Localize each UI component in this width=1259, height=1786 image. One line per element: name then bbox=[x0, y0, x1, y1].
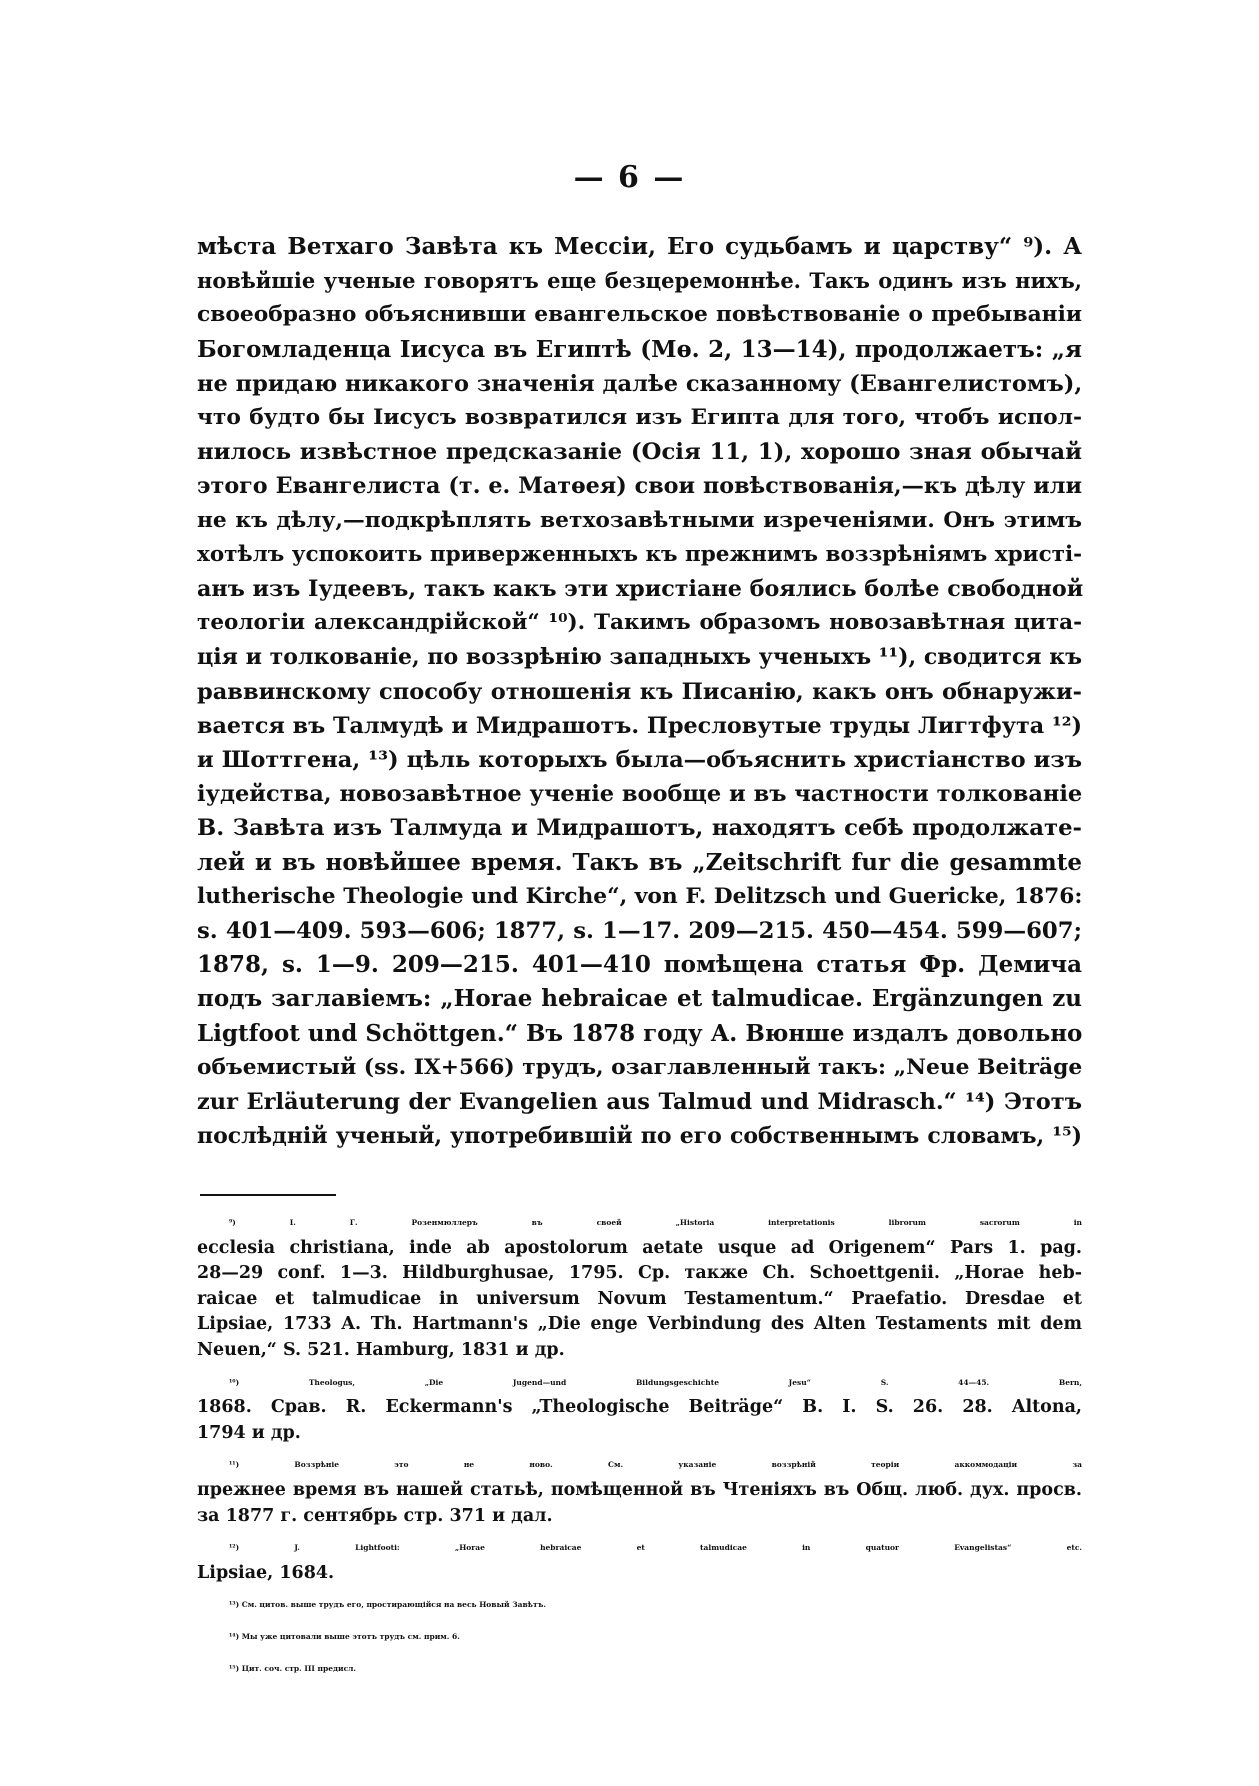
text-line: іудейства, новозавѣтное ученіе вообще и въ частности толкованіе bbox=[197, 781, 1083, 808]
text-line: В. Завѣта изъ Талмуда и Мидрашотъ, находятъ себѣ продолжате- bbox=[197, 815, 1082, 842]
footnote-separator bbox=[200, 1194, 336, 1196]
text-line: своеобразно объяснивши евангельское повѣствованіе о пребываніи bbox=[197, 302, 1082, 328]
footnote-14 bbox=[197, 1624, 1082, 1650]
footnote-line: 28—29 conf. 1—3. Hildburghusae, 1795. Ср. также Ch. Schoettgenii. „Horae heb- bbox=[197, 1263, 1082, 1284]
text-line: что будто бы Іисусъ возвратился изъ Египта для того, чтобъ испол- bbox=[197, 405, 1082, 431]
footnote-line: ¹³) См. цитов. выше трудъ его, простирающійся на весь Новый Завѣтъ. bbox=[229, 1600, 546, 1610]
footnote-line: ¹⁰) Theologus, „Die Jugend—und Bildungsgeschichte Jesu“ S. 44—45. Bern, bbox=[229, 1377, 1082, 1387]
text-line: теологіи александрійской“ ¹⁰). Такимъ образомъ новозавѣтная цита- bbox=[197, 610, 1082, 636]
text-line: s. 401—409. 593—606; 1877, s. 1—17. 209—215. 450—454. 599—607; bbox=[197, 918, 1082, 945]
text-line: мѣста Ветхаго Завѣта къ Мессіи, Его судьбамъ и царству“ ⁹). А bbox=[197, 233, 1082, 260]
footnote-line: 1868. Срав. R. Eckermann's „Theologische Beiträge“ B. I. S. 26. 28. Altona, bbox=[197, 1397, 1082, 1418]
text-line: lutherische Theologie und Kirche“, von F. Delitzsch und Guericke, 1876: bbox=[197, 883, 1083, 909]
text-line: Ligtfoot und Schöttgen.“ Въ 1878 году А. Вюнше издалъ довольно bbox=[197, 1019, 1083, 1047]
footnotes bbox=[197, 1210, 1082, 1687]
text-line: и Шоттгена, ¹³) цѣль которыхъ была—объяснить христіанство изъ bbox=[197, 747, 1082, 774]
footnote-line: raicae et talmudicae in universum Novum Testamentum.“ Praefatio. Dresdae et bbox=[197, 1288, 1082, 1309]
footnote-line: ¹²) J. Lightfooti: „Horae hebraicae et talmudicae in quatuor Evangelistas“ etc. bbox=[229, 1543, 1082, 1553]
text-line: объемистый (ss. IX+566) трудъ, озаглавленный такъ: „Neue Beiträge bbox=[197, 1054, 1083, 1080]
text-line: новѣйшіе ученые говорятъ еще безцеремоннѣе. Такъ одинъ изъ нихъ, bbox=[197, 268, 1082, 294]
footnote-10 bbox=[197, 1370, 1082, 1447]
footnote-9 bbox=[197, 1210, 1082, 1364]
text-line: раввинскому способу отношенія къ Писанію, какъ онъ обнаружи- bbox=[197, 678, 1082, 705]
text-line: zur Erläuterung der Evangelien aus Talmud und Midrasch.“ ¹⁴) Этотъ bbox=[197, 1089, 1082, 1116]
footnote-12 bbox=[197, 1535, 1082, 1586]
text-line: хотѣлъ успокоить приверженныхъ къ прежнимъ воззрѣніямъ христі- bbox=[197, 541, 1083, 567]
text-line: 1878, s. 1—9. 209—215. 401—410 помѣщена статья Фр. Демича bbox=[197, 951, 1082, 979]
text-line: этого Евангелиста (т. е. Матѳея) свои повѣствованія,—къ дѣлу или bbox=[197, 473, 1082, 500]
text-line: вается въ Талмудѣ и Мидрашотъ. Пресловутые труды Лигтфута ¹²) bbox=[197, 712, 1082, 739]
footnote-line: ⁹) I. Г. Розенмюллеръ въ своей „Historia interpretationis librorum sacrorum in bbox=[229, 1218, 1082, 1227]
text-line: не придаю никакого значенія далѣе сказанному (Евангелистомъ), bbox=[197, 370, 1083, 397]
text-line: нилось извѣстное предсказаніе (Осія 11, 1), хорошо зная обычай bbox=[197, 439, 1082, 466]
text-line: не къ дѣлу,—подкрѣплять ветхозавѣтными изреченіями. Онъ этимъ bbox=[197, 507, 1082, 533]
footnote-line: прежнее время въ нашей статьѣ, помѣщенной въ Чтеніяхъ въ Общ. люб. дух. просв. bbox=[197, 1479, 1082, 1500]
footnote-line: ¹⁵) Цит. соч. стр. III предисл. bbox=[229, 1663, 357, 1673]
footnote-11 bbox=[197, 1452, 1082, 1529]
text-line: ція и толкованіе, по воззрѣнію западныхъ ученыхъ ¹¹), сводится къ bbox=[197, 644, 1082, 671]
footnote-line: ¹⁴) Мы уже цитовали выше этотъ трудъ см. прим. 6. bbox=[229, 1631, 460, 1641]
text-line: подъ заглавіемъ: „Horae hebraicae et talmudicae. Ergänzungen zu bbox=[197, 985, 1082, 1013]
footnote-line: за 1877 г. сентябрь стр. 371 и дал. bbox=[197, 1505, 553, 1526]
page-number: — 6 — bbox=[573, 160, 686, 195]
footnote-line: Neuen,“ S. 521. Hamburg, 1831 и др. bbox=[197, 1339, 565, 1360]
text-line: послѣдній ученый, употребившій по его собственнымъ словамъ, ¹⁵) bbox=[197, 1123, 1082, 1150]
text-line: Богомладенца Іисуса въ Египтѣ (Мѳ. 2, 13—14), продолжаетъ: „я bbox=[197, 335, 1082, 363]
main-text bbox=[197, 230, 1082, 1153]
text-line: лей и въ новѣйшее время. Такъ въ „Zeitschrift fur die gesammte bbox=[197, 848, 1082, 876]
footnote-line: Lipsiae, 1733 A. Th. Hartmann's „Die enge Verbindung des Alten Testaments mit dem bbox=[197, 1314, 1082, 1335]
footnote-13 bbox=[197, 1592, 1082, 1618]
footnote-line: 1794 и др. bbox=[197, 1422, 301, 1443]
footnote-line: ¹¹) Воззрѣніе это не ново. См. указаніе воззрѣній теоріи аккоммодаціи за bbox=[229, 1460, 1082, 1470]
footnote-line: ecclesia christiana, inde ab apostolorum aetate usque ad Origenem“ Pars 1. pag. bbox=[197, 1237, 1082, 1258]
footnote-15 bbox=[197, 1656, 1082, 1682]
footnote-line: Lipsiae, 1684. bbox=[197, 1562, 335, 1583]
text-line: анъ изъ Іудеевъ, такъ какъ эти христiане боялись болѣе свободной bbox=[197, 576, 1084, 603]
